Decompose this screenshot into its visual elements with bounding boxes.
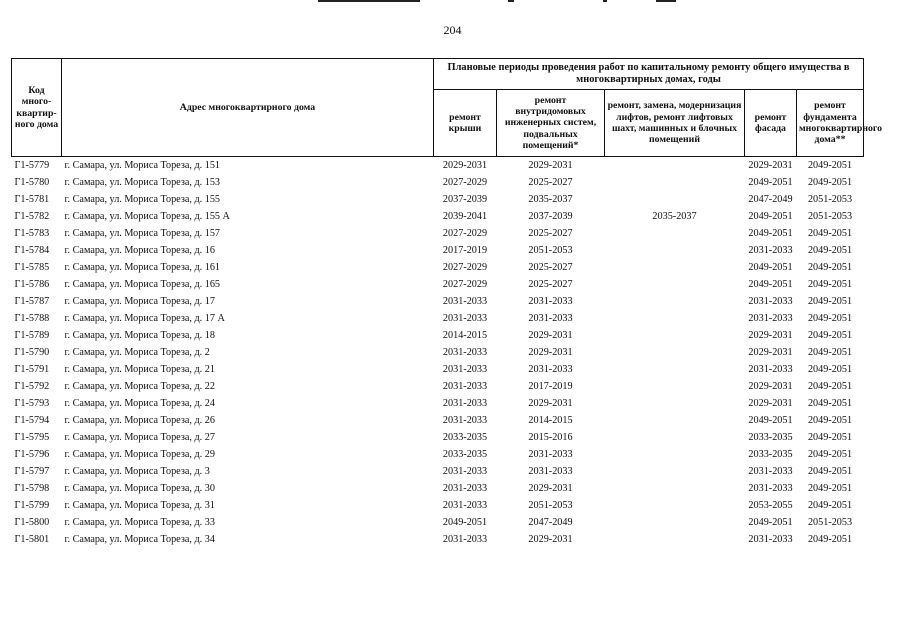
- cell-address: г. Самара, ул. Мориса Тореза, д. 22: [64, 381, 215, 392]
- cell-foundation: 2051-2053: [807, 517, 853, 528]
- cell-code: Г1-5792: [14, 381, 50, 392]
- cell-facade: 2029-2031: [748, 330, 793, 341]
- cell-facade: 2031-2033: [748, 245, 793, 256]
- table-row: [12, 446, 864, 463]
- cell-elevator: [605, 327, 745, 344]
- cell-foundation: 2049-2051: [807, 330, 853, 341]
- cell-elevator: [605, 242, 745, 259]
- table-body: [12, 157, 864, 549]
- cell-roof: 2017-2019: [442, 245, 488, 256]
- cell-roof: 2039-2041: [442, 211, 488, 222]
- cell-facade: 2031-2033: [748, 534, 793, 545]
- cell-code: Г1-5785: [14, 262, 50, 273]
- cell-code: Г1-5789: [14, 330, 50, 341]
- cell-elevator: [605, 174, 745, 191]
- cell-foundation: 2049-2051: [807, 449, 853, 460]
- table-row: [12, 208, 864, 225]
- cell-engineering: 2037-2039: [528, 211, 573, 222]
- scan-edge-mark: [656, 0, 676, 2]
- cell-elevator: [605, 480, 745, 497]
- cell-roof: 2031-2033: [442, 296, 488, 307]
- cell-code: Г1-5791: [14, 364, 50, 375]
- table-row: [12, 378, 864, 395]
- cell-address: г. Самара, ул. Мориса Тореза, д. 31: [64, 500, 215, 511]
- cell-engineering: 2031-2033: [528, 296, 573, 307]
- cell-facade: 2031-2033: [748, 296, 793, 307]
- cell-facade: 2031-2033: [748, 483, 793, 494]
- scan-edge-mark: [318, 0, 420, 2]
- cell-code: Г1-5798: [14, 483, 50, 494]
- cell-elevator: [605, 429, 745, 446]
- header-engineering: ремонт внутридомовых инженерных систем, подвальных помещений*: [497, 90, 605, 157]
- cell-facade: 2033-2035: [748, 449, 793, 460]
- cell-facade: 2049-2051: [748, 177, 793, 188]
- cell-facade: 2053-2055: [748, 500, 793, 511]
- cell-engineering: 2035-2037: [528, 194, 573, 205]
- cell-facade: 2049-2051: [748, 211, 793, 222]
- table-row: [12, 191, 864, 208]
- scan-edge-mark: [508, 0, 514, 2]
- cell-foundation: 2049-2051: [807, 466, 853, 477]
- cell-address: г. Самара, ул. Мориса Тореза, д. 34: [64, 534, 215, 545]
- cell-engineering: 2031-2033: [528, 449, 573, 460]
- cell-roof: 2031-2033: [442, 466, 488, 477]
- cell-facade: 2049-2051: [748, 415, 793, 426]
- cell-roof: 2031-2033: [442, 381, 488, 392]
- cell-code: Г1-5799: [14, 500, 50, 511]
- cell-address: г. Самара, ул. Мориса Тореза, д. 30: [64, 483, 215, 494]
- cell-engineering: 2031-2033: [528, 364, 573, 375]
- cell-elevator: [605, 514, 745, 531]
- cell-code: Г1-5782: [14, 211, 50, 222]
- cell-engineering: 2051-2053: [528, 245, 573, 256]
- cell-elevator: [605, 259, 745, 276]
- header-code: Код много-квартир-ного дома: [12, 59, 62, 157]
- cell-foundation: 2049-2051: [807, 262, 853, 273]
- cell-roof: 2033-2035: [442, 449, 488, 460]
- cell-facade: 2029-2031: [748, 347, 793, 358]
- header-facade: ремонт фасада: [745, 90, 797, 157]
- cell-roof: 2031-2033: [442, 415, 488, 426]
- cell-address: г. Самара, ул. Мориса Тореза, д. 26: [64, 415, 215, 426]
- cell-code: Г1-5783: [14, 228, 50, 239]
- table-row: [12, 344, 864, 361]
- cell-address: г. Самара, ул. Мориса Тореза, д. 151: [64, 160, 221, 171]
- cell-foundation: 2049-2051: [807, 415, 853, 426]
- cell-roof: 2037-2039: [442, 194, 488, 205]
- cell-foundation: 2049-2051: [807, 177, 853, 188]
- cell-code: Г1-5784: [14, 245, 50, 256]
- cell-roof: 2029-2031: [442, 160, 488, 171]
- cell-engineering: 2015-2016: [528, 432, 573, 443]
- cell-engineering: 2051-2053: [528, 500, 573, 511]
- cell-code: Г1-5788: [14, 313, 50, 324]
- cell-address: г. Самара, ул. Мориса Тореза, д. 161: [64, 262, 221, 273]
- table-row: [12, 480, 864, 497]
- cell-roof: 2027-2029: [442, 228, 488, 239]
- table-row: [12, 531, 864, 548]
- cell-elevator: [605, 378, 745, 395]
- cell-address: г. Самара, ул. Мориса Тореза, д. 165: [64, 279, 221, 290]
- cell-engineering: 2025-2027: [528, 279, 573, 290]
- cell-roof: 2031-2033: [442, 313, 488, 324]
- cell-foundation: 2049-2051: [807, 245, 853, 256]
- table-row: [12, 242, 864, 259]
- table-row: [12, 327, 864, 344]
- cell-elevator: [605, 293, 745, 310]
- cell-code: Г1-5786: [14, 279, 50, 290]
- table-row: [12, 514, 864, 531]
- cell-code: Г1-5779: [14, 160, 50, 171]
- header-elevator: ремонт, замена, модернизация лифтов, ремонт лифтовых шахт, машинных и блочных помещений: [605, 90, 745, 157]
- cell-elevator: [605, 310, 745, 327]
- cell-code: Г1-5797: [14, 466, 50, 477]
- cell-engineering: 2025-2027: [528, 228, 573, 239]
- cell-foundation: 2049-2051: [807, 160, 853, 171]
- cell-foundation: 2049-2051: [807, 347, 853, 358]
- cell-facade: 2049-2051: [748, 228, 793, 239]
- cell-engineering: 2025-2027: [528, 262, 573, 273]
- cell-address: г. Самара, ул. Мориса Тореза, д. 29: [64, 449, 215, 460]
- cell-facade: 2029-2031: [748, 381, 793, 392]
- cell-facade: 2049-2051: [748, 279, 793, 290]
- table-row: [12, 429, 864, 446]
- cell-foundation: 2049-2051: [807, 296, 853, 307]
- cell-foundation: 2051-2053: [807, 211, 853, 222]
- cell-facade: 2049-2051: [748, 517, 793, 528]
- cell-facade: 2031-2033: [748, 313, 793, 324]
- capital-repair-table: [11, 58, 883, 548]
- cell-code: Г1-5796: [14, 449, 50, 460]
- table-row: [12, 310, 864, 327]
- table-row: [12, 276, 864, 293]
- cell-elevator: [605, 395, 745, 412]
- cell-engineering: 2029-2031: [528, 483, 573, 494]
- cell-foundation: 2049-2051: [807, 432, 853, 443]
- cell-facade: 2047-2049: [748, 194, 793, 205]
- cell-engineering: 2029-2031: [528, 398, 573, 409]
- cell-roof: 2014-2015: [442, 330, 488, 341]
- page-number: 204: [443, 23, 462, 37]
- table-row: [12, 225, 864, 242]
- cell-engineering: 2031-2033: [528, 313, 573, 324]
- cell-foundation: 2049-2051: [807, 364, 853, 375]
- cell-foundation: 2049-2051: [807, 381, 853, 392]
- cell-code: Г1-5795: [14, 432, 50, 443]
- cell-engineering: 2029-2031: [528, 160, 573, 171]
- scan-edge-mark: [603, 0, 607, 2]
- table-row: [12, 293, 864, 310]
- cell-code: Г1-5787: [14, 296, 50, 307]
- cell-address: г. Самара, ул. Мориса Тореза, д. 33: [64, 517, 215, 528]
- cell-code: Г1-5781: [14, 194, 50, 205]
- cell-elevator: [605, 361, 745, 378]
- cell-roof: 2027-2029: [442, 262, 488, 273]
- cell-facade: 2029-2031: [748, 398, 793, 409]
- cell-code: Г1-5780: [14, 177, 50, 188]
- cell-engineering: 2025-2027: [528, 177, 573, 188]
- cell-elevator: 2035-2037: [652, 211, 697, 222]
- cell-roof: 2049-2051: [442, 517, 488, 528]
- cell-address: г. Самара, ул. Мориса Тореза, д. 24: [64, 398, 215, 409]
- cell-address: г. Самара, ул. Мориса Тореза, д. 17 А: [64, 313, 225, 324]
- cell-roof: 2031-2033: [442, 483, 488, 494]
- cell-elevator: [605, 225, 745, 242]
- cell-elevator: [605, 446, 745, 463]
- cell-address: г. Самара, ул. Мориса Тореза, д. 18: [64, 330, 215, 341]
- cell-foundation: 2051-2053: [807, 194, 853, 205]
- cell-elevator: [605, 344, 745, 361]
- table-row: [12, 174, 864, 191]
- cell-foundation: 2049-2051: [807, 534, 853, 545]
- cell-engineering: 2029-2031: [528, 534, 573, 545]
- cell-foundation: 2049-2051: [807, 398, 853, 409]
- cell-facade: 2049-2051: [748, 262, 793, 273]
- cell-engineering: 2014-2015: [528, 415, 573, 426]
- cell-engineering: 2017-2019: [528, 381, 573, 392]
- table-row: [12, 497, 864, 514]
- cell-code: Г1-5793: [14, 398, 50, 409]
- cell-elevator: [605, 276, 745, 293]
- cell-elevator: [605, 412, 745, 429]
- cell-roof: 2027-2029: [442, 279, 488, 290]
- cell-roof: 2031-2033: [442, 534, 488, 545]
- cell-foundation: 2049-2051: [807, 313, 853, 324]
- cell-roof: 2031-2033: [442, 500, 488, 511]
- cell-elevator: [605, 531, 745, 548]
- cell-engineering: 2029-2031: [528, 347, 573, 358]
- cell-facade: 2031-2033: [748, 364, 793, 375]
- cell-foundation: 2049-2051: [807, 228, 853, 239]
- cell-code: Г1-5790: [14, 347, 50, 358]
- cell-elevator: [605, 191, 745, 208]
- cell-address: г. Самара, ул. Мориса Тореза, д. 16: [64, 245, 215, 256]
- cell-code: Г1-5794: [14, 415, 50, 426]
- cell-foundation: 2049-2051: [807, 279, 853, 290]
- header-planned-periods: Плановые периоды проведения работ по капитальному ремонту общего имущества в многоквартирных домах, годы: [434, 59, 864, 90]
- cell-roof: 2031-2033: [442, 364, 488, 375]
- cell-foundation: 2049-2051: [807, 483, 853, 494]
- cell-engineering: 2031-2033: [528, 466, 573, 477]
- cell-engineering: 2047-2049: [528, 517, 573, 528]
- cell-roof: 2031-2033: [442, 347, 488, 358]
- cell-facade: 2031-2033: [748, 466, 793, 477]
- header-foundation: ремонт фундамента многоквартирного дома**: [797, 90, 864, 157]
- header-address: Адрес многоквартирного дома: [62, 59, 434, 157]
- cell-elevator: [605, 157, 745, 175]
- cell-address: г. Самара, ул. Мориса Тореза, д. 155 А: [64, 211, 230, 222]
- cell-address: г. Самара, ул. Мориса Тореза, д. 157: [64, 228, 221, 239]
- cell-code: Г1-5801: [14, 534, 50, 545]
- table-row: [12, 463, 864, 480]
- cell-facade: 2033-2035: [748, 432, 793, 443]
- cell-address: г. Самара, ул. Мориса Тореза, д. 2: [64, 347, 210, 358]
- cell-facade: 2029-2031: [748, 160, 793, 171]
- cell-roof: 2033-2035: [442, 432, 488, 443]
- cell-address: г. Самара, ул. Мориса Тореза, д. 153: [64, 177, 221, 188]
- cell-foundation: 2049-2051: [807, 500, 853, 511]
- cell-address: г. Самара, ул. Мориса Тореза, д. 155: [64, 194, 221, 205]
- table-row: [12, 157, 864, 175]
- table-row: [12, 259, 864, 276]
- cell-elevator: [605, 463, 745, 480]
- cell-roof: 2027-2029: [442, 177, 488, 188]
- cell-address: г. Самара, ул. Мориса Тореза, д. 21: [64, 364, 215, 375]
- cell-address: г. Самара, ул. Мориса Тореза, д. 3: [64, 466, 210, 477]
- cell-address: г. Самара, ул. Мориса Тореза, д. 27: [64, 432, 215, 443]
- header-roof: ремонт крыши: [434, 90, 497, 157]
- cell-address: г. Самара, ул. Мориса Тореза, д. 17: [64, 296, 215, 307]
- cell-engineering: 2029-2031: [528, 330, 573, 341]
- table-row: [12, 395, 864, 412]
- cell-elevator: [605, 497, 745, 514]
- cell-roof: 2031-2033: [442, 398, 488, 409]
- table-row: [12, 412, 864, 429]
- cell-code: Г1-5800: [14, 517, 50, 528]
- table-row: [12, 361, 864, 378]
